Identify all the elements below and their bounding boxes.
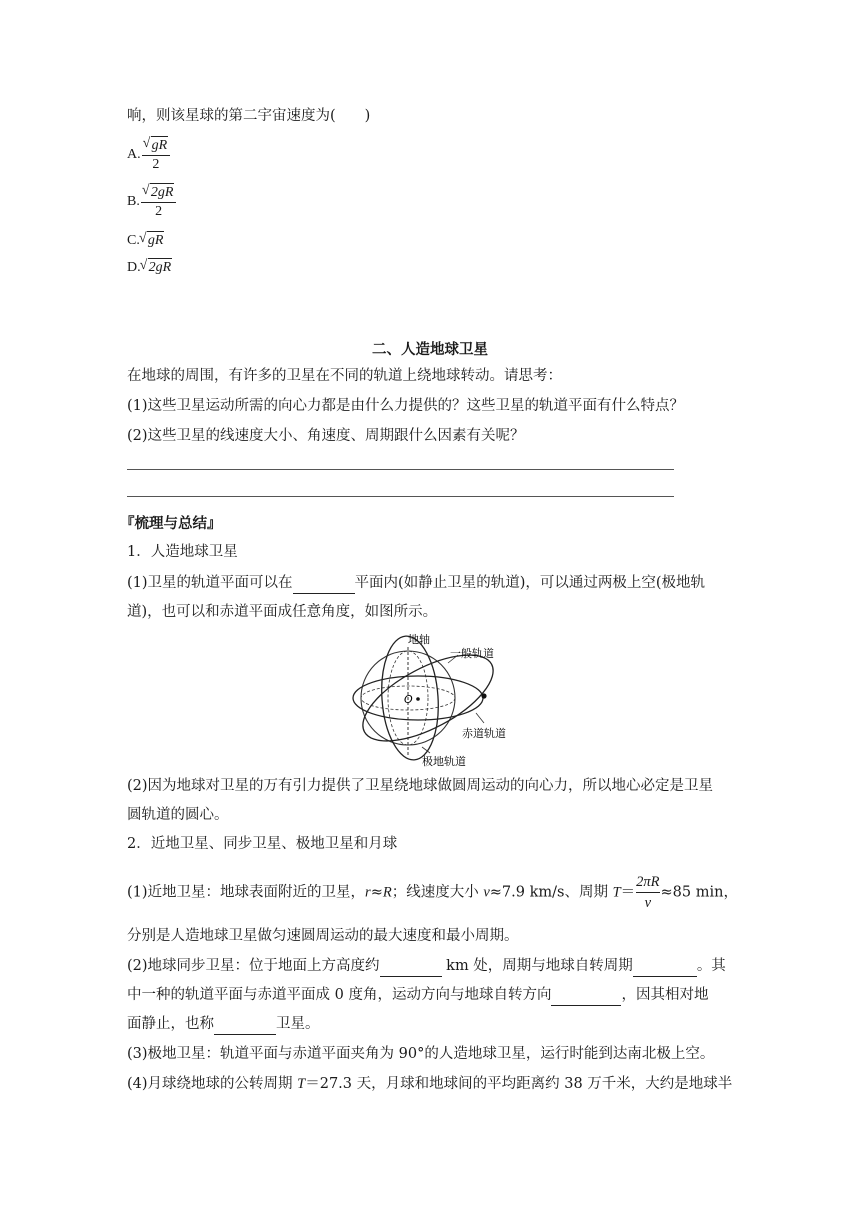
period-fraction	[636, 872, 659, 913]
polar-orbit-label: 极地轨道	[422, 755, 466, 768]
leader-line	[476, 713, 484, 723]
option-letter: B.	[127, 194, 140, 210]
numerator: 2πR	[636, 874, 660, 890]
s2-paragraph-1-line-1	[127, 872, 738, 913]
denominator: v	[636, 892, 659, 913]
approx-sign: ≈	[370, 884, 383, 901]
fraction	[142, 136, 171, 174]
satellite-dot	[481, 693, 486, 698]
equator-orbit-label: 赤道轨道	[462, 727, 506, 740]
question-1: (1)这些卫星运动所需的向心力都是由什么力提供的？这些卫星的轨道平面有什么特点？	[127, 398, 685, 414]
s1-paragraph-1-line-2: 道)，也可以和赤道平面成任意角度，如图所示。	[127, 604, 438, 620]
s2-paragraph-2-line-1	[127, 956, 726, 977]
fraction	[141, 183, 177, 221]
s2-paragraph-2-line-3	[127, 1014, 320, 1035]
text: (2)地球同步卫星：位于地面上方高度约	[127, 958, 380, 974]
s1-paragraph-2-line-2: 圆轨道的圆心。	[127, 807, 229, 823]
sqrt-expr: √ 2gR	[150, 183, 175, 202]
text: ＝27.3 天，月球和地球间的平均距离约 38 万千米，大约是地球半	[305, 1076, 733, 1092]
fill-blank[interactable]	[214, 1014, 276, 1035]
variable-R: R	[382, 884, 392, 901]
sqrt-expr: √ gR	[151, 136, 169, 155]
text: 。其	[696, 958, 726, 974]
s1-paragraph-2-line-1: (2)因为地球对卫星的万有引力提供了卫星绕地球做圆周运动的向心力，所以地心必定是卫星	[127, 778, 714, 794]
text: ；线速度大小	[391, 884, 484, 901]
variable-T: T	[297, 1076, 306, 1092]
text: km 处，周期与地球自转周期	[441, 958, 633, 974]
section-title: 二、人造地球卫星	[372, 342, 488, 358]
sqrt-expr: √ gR	[147, 231, 165, 250]
option-b[interactable]	[127, 183, 176, 221]
variable-T: T	[612, 884, 621, 901]
center-dot	[416, 697, 420, 701]
denominator: 2	[141, 202, 177, 221]
answer-line-2[interactable]	[127, 496, 674, 497]
sqrt-expr: √ 2gR	[148, 258, 173, 277]
axis-label: 地轴	[408, 633, 430, 646]
s2-paragraph-3: (3)极地卫星：轨道平面与赤道平面夹角为 90°的人造地球卫星，运行时能到达南北极上空。	[127, 1046, 715, 1062]
question-tail: 响，则该星球的第二宇宙速度为( )	[127, 108, 371, 124]
general-orbit-label: 一般轨道	[450, 647, 494, 660]
text: 中一种的轨道平面与赤道平面成 0 度角，运动方向与地球自转方向	[127, 987, 552, 1003]
center-label: O	[404, 693, 413, 706]
text: (1)近地卫星：地球表面附近的卫星，	[127, 884, 366, 901]
option-letter: A.	[127, 147, 141, 163]
s2-title: 2．近地卫星、同步卫星、极地卫星和月球	[127, 836, 398, 852]
option-letter: D.	[127, 260, 141, 275]
text: 面静止，也称	[127, 1016, 214, 1032]
option-d[interactable]	[127, 258, 172, 277]
variable-r: r	[365, 884, 371, 901]
text: (1)卫星的轨道平面可以在	[127, 575, 293, 591]
equals-sign: ＝	[620, 884, 636, 901]
answer-line-1[interactable]	[127, 469, 674, 470]
variable-v: v	[483, 884, 490, 901]
option-letter: C.	[127, 233, 140, 248]
text: 卫星。	[276, 1016, 320, 1032]
option-a[interactable]	[127, 136, 170, 174]
s1-title: 1．人造地球卫星	[127, 544, 238, 560]
s2-paragraph-1-line-2: 分别是人造地球卫星做匀速圆周运动的最大速度和最小周期。	[127, 928, 519, 944]
question-2: (2)这些卫星的线速度大小、角速度、周期跟什么因素有关呢？	[127, 428, 525, 444]
text: ≈85 min，	[660, 884, 738, 901]
fill-blank[interactable]	[551, 985, 621, 1006]
option-c[interactable]	[127, 231, 164, 250]
orbit-figure	[340, 625, 520, 770]
text: ，因其相对地	[621, 987, 709, 1003]
text: ≈7.9 km/s、周期	[489, 884, 613, 901]
s2-paragraph-2-line-2	[127, 985, 708, 1006]
fill-blank[interactable]	[380, 956, 442, 977]
s2-paragraph-4	[127, 1074, 732, 1094]
summary-tag: 『梳理与总结』	[120, 516, 222, 532]
fill-blank[interactable]	[633, 956, 697, 977]
intro-text: 在地球的周围，有许多的卫星在不同的轨道上绕地球转动。请思考：	[127, 368, 562, 384]
text: (4)月球绕地球的公转周期	[127, 1076, 298, 1092]
fill-blank[interactable]	[293, 573, 355, 594]
s1-paragraph-1-line-1	[127, 573, 705, 594]
denominator: 2	[142, 155, 171, 174]
text: 平面内(如静止卫星的轨道)，可以通过两极上空(极地轨	[354, 575, 706, 591]
